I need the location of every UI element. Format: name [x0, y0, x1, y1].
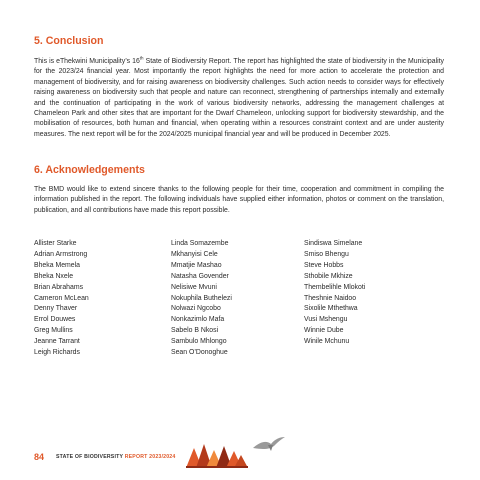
- contributor-name: Linda Somazembe: [171, 240, 229, 247]
- acknowledgements-heading: 6. Acknowledgements: [34, 164, 145, 176]
- contributor-name: Nonkazimlo Mafa: [171, 316, 225, 324]
- contributor-name: Errol Douwes: [34, 316, 76, 324]
- contributor-name: Winnie Dube: [304, 327, 344, 335]
- contributor-name: Sabelo B Nkosi: [171, 327, 219, 335]
- contributor-name: Sthobile Mkhize: [304, 272, 353, 280]
- contributor-name: Natasha Govender: [171, 272, 229, 280]
- contributor-name: Thembelihle Mlokoti: [304, 283, 366, 291]
- contributor-name: Mkhanyisi Cele: [171, 250, 218, 258]
- report-title-main: STATE OF BIODIVERSITY: [56, 453, 124, 460]
- contributor-name: Cameron McLean: [34, 294, 89, 302]
- contributor-name: Steve Hobbs: [304, 261, 344, 269]
- report-title-accent: REPORT 2023/2024: [124, 453, 176, 460]
- contributor-name: Nokuphila Buthelezi: [171, 294, 232, 302]
- acknowledgements-paragraph: The BMD would like to extend sincere thanks to the following people for their time, cooperation and commitment in compiling the information published in the report. The following individuals have supplied either information, photos or comment on the translation, publication, and all contributions have made this report possible.: [34, 186, 444, 214]
- contributor-name: Jeanne Tarrant: [34, 338, 80, 346]
- contributor-name: Vusi Mshengu: [304, 316, 348, 324]
- contributor-name: Leigh Richards: [34, 349, 80, 357]
- contributor-name: Adrian Armstrong: [34, 250, 88, 258]
- conclusion-text-rest: State of Biodiversity Report. The report has highlighted the state of biodiversity in the Municipality for the 2023/24 financial year. Most importantly the report highlights the need for more action to accelerate the protection and management of biodiversity, and for raising awareness on biodiversity challenges. Such action needs to consider ways for effectively raising awareness on biodiversity such that people and nature can reconnect, strengthening of partnerships internally and externally and the continuation of participating in the work of various biodiversity networks, addressing the management challenges at Chameleon Park and other sites that are important for the Dwarf Chameleon, unlocking support for biodiversity stewardship, and the mobilisation of resources, both human and financial, when operating within a resources constraint context and are under austerity measures. The next report will be for the 2024/2025 municipal financial year and will be produced in December 2025.: [34, 58, 444, 138]
- contributor-name: Nelisiwe Mvuni: [171, 283, 217, 291]
- contributor-name: Nolwazi Ngcobo: [171, 305, 221, 313]
- conclusion-paragraph: [34, 57, 444, 140]
- contributor-name: Allister Starke: [34, 240, 77, 247]
- bird-icon: [252, 436, 286, 452]
- conclusion-text-start: This is eThekwini Municipality’s 16: [34, 58, 140, 65]
- contributor-name: Bheka Memela: [34, 261, 80, 269]
- conclusion-heading: 5. Conclusion: [34, 35, 104, 47]
- contributors-column-2: [171, 239, 301, 359]
- contributor-name: Brian Abrahams: [34, 283, 84, 291]
- report-title: [56, 454, 175, 460]
- contributor-name: Greg Mullins: [34, 327, 73, 335]
- page-number: 84: [34, 452, 45, 462]
- ordinal-suffix: th: [139, 55, 144, 61]
- logo-mark-icon: [186, 442, 250, 468]
- contributor-name: Winile Mchunu: [304, 338, 350, 346]
- contributor-name: Smiso Bhengu: [304, 250, 349, 258]
- contributor-name: Sixolile Mthethwa: [304, 305, 358, 313]
- contributor-name: Bheka Nxele: [34, 272, 74, 280]
- contributor-name: Sean O’Donoghue: [171, 349, 228, 357]
- contributor-name: Sambulo Mhlongo: [171, 338, 227, 346]
- contributor-name: Theshnie Naidoo: [304, 294, 357, 302]
- contributors-column-1: [34, 239, 164, 359]
- contributor-name: Sindiswa Simelane: [304, 240, 363, 247]
- contributor-name: Denny Thaver: [34, 305, 78, 313]
- contributor-name: Mmatjie Mashao: [171, 261, 222, 269]
- contributors-column-3: [304, 239, 434, 348]
